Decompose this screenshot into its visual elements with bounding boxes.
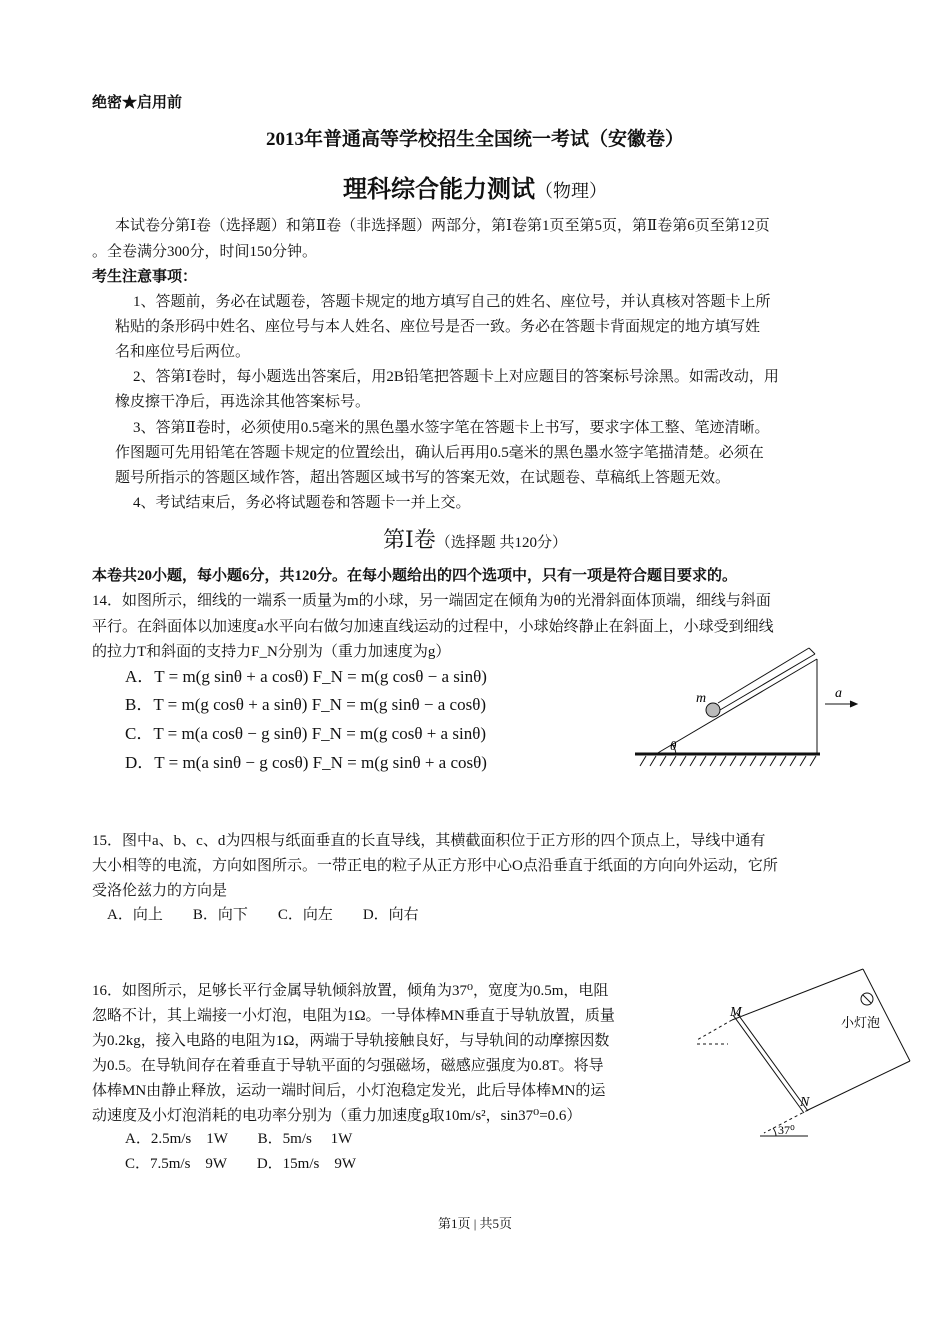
q15-line: 15．图中a、b、c、d为四根与纸面垂直的长直导线，其横截面积位于正方形的四个顶点上，导线中通有 <box>92 833 766 849</box>
section-instruction: 本卷共20小题，每小题6分，共120分。在每小题给出的四个选项中，只有一项是符合题目要求的。 <box>92 568 738 584</box>
bulb-label: 小灯泡 <box>841 1015 881 1030</box>
page-footer: 第1页 | 共5页 <box>437 1216 513 1231</box>
m-label: M <box>730 1005 742 1020</box>
notice-line: 4、考试结束后，务必将试题卷和答题卡一并上交。 <box>133 495 471 511</box>
q14-line: 的拉力T和斜面的支持力F_N分别为（重力加速度为g） <box>92 644 451 660</box>
section-title-sub: （选择题 共120分） <box>435 535 567 551</box>
notice-heading: 考生注意事项： <box>92 269 198 285</box>
q16-line: 16．如图所示，足够长平行金属导轨倾斜放置，倾角为37⁰，宽度为0.5m，电阻 <box>92 983 609 999</box>
exam-title: 2013年普通高等学校招生全国统一考试（安徽卷） <box>265 129 684 150</box>
q14-option-b: B．T = m(g cosθ + a sinθ) F_N = m(g sinθ − a cosθ) <box>125 695 487 714</box>
q14-option-c: C．T = m(a cosθ − g sinθ) F_N = m(g cosθ + a sinθ) <box>125 724 487 743</box>
subtitle-sub: （物理） <box>535 181 607 201</box>
rail-figure <box>697 969 910 1136</box>
notice-line: 粘贴的条形码中姓名、座位号与本人姓名、座位号是否一致。务必在答题卡背面规定的地方填写姓 <box>115 319 761 335</box>
q16-line: 动速度及小灯泡消耗的电功率分别为（重力加速度g取10m/s²，sin37⁰=0.6） <box>92 1108 582 1124</box>
q14-line: 14．如图所示，细线的一端系一质量为m的小球，另一端固定在倾角为θ的光滑斜面体顶端，细线与斜面 <box>92 593 771 609</box>
intro-line: 本试卷分第Ⅰ卷（选择题）和第Ⅱ卷（非选择题）两部分，第Ⅰ卷第1页至第5页，第Ⅱ卷第6页至第12页 <box>115 218 770 234</box>
q14-option-d: D．T = m(a sinθ − g cosθ) F_N = m(g sinθ + a cosθ) <box>125 753 487 772</box>
intro-line: 。全卷满分300分，时间150分钟。 <box>92 244 318 260</box>
q16-line: 忽略不计，其上端接一小灯泡，电阻为1Ω。一导体棒MN垂直于导轨放置，质量 <box>92 1008 615 1024</box>
notice-line: 题号所指示的答题区域作答，超出答题区域书写的答案无效，在试题卷、草稿纸上答题无效。 <box>115 470 731 486</box>
q16-options-cd: C．7.5m/s 9W D．15m/s 9W <box>125 1156 356 1172</box>
q14-option-a: A．T = m(g sinθ + a cosθ) F_N = m(g cosθ − a sinθ) <box>125 667 487 686</box>
q16-line: 为0.5。在导轨间存在着垂直于导轨平面的匀强磁场，磁感应强度为0.8T。将导 <box>92 1058 604 1074</box>
notice-line: 名和座位号后两位。 <box>115 344 251 360</box>
secret-mark: 绝密★启用前 <box>92 95 183 111</box>
q16-line: 体棒MN由静止释放，运动一端时间后，小灯泡稳定发光，此后导体棒MN的运 <box>92 1083 606 1099</box>
q16-line: 为0.2kg，接入电路的电阻为1Ω，两端于导轨接触良好，与导轨间的动摩擦因数 <box>92 1033 610 1049</box>
section-title-main: 第Ⅰ卷 <box>383 527 436 552</box>
q15-options: A．向上 B．向下 C．向左 D．向右 <box>107 907 419 923</box>
q15-line: 受洛伦兹力的方向是 <box>92 883 228 899</box>
notice-line: 2、答第Ⅰ卷时，每小题选出答案后，用2B铅笔把答题卡上对应题目的答案标号涂黑。如需改动，用 <box>133 369 779 385</box>
notice-line: 3、答第Ⅱ卷时，必须使用0.5毫米的黑色墨水签字笔在答题卡上书写，要求字体工整、笔迹清晰。 <box>133 420 770 436</box>
notice-line: 作图题可先用铅笔在答题卡规定的位置绘出，确认后再用0.5毫米的黑色墨水签字笔描清楚。必须在 <box>115 445 764 461</box>
incline-figure <box>635 648 857 766</box>
angle-label: θ <box>670 738 677 753</box>
q16-options-ab: A．2.5m/s 1W B．5m/s 1W <box>125 1131 353 1147</box>
subtitle-main: 理科综合能力测试 <box>343 177 535 203</box>
notice-line: 橡皮擦干净后，再选涂其他答案标号。 <box>115 394 371 410</box>
mass-label: m <box>696 691 707 706</box>
q14-line: 平行。在斜面体以加速度a水平向右做匀加速直线运动的过程中，小球始终静止在斜面上，小球受到细线 <box>92 619 774 635</box>
accel-label: a <box>835 686 842 701</box>
angle-37-label: 37⁰ <box>778 1123 795 1137</box>
notice-line: 1、答题前，务必在试题卷，答题卡规定的地方填写自己的姓名、座位号，并认真核对答题卡上所 <box>133 294 771 310</box>
q15-line: 大小相等的电流，方向如图所示。一带正电的粒子从正方形中心O点沿垂直于纸面的方向向外运动，它所 <box>92 858 778 874</box>
n-label: N <box>800 1095 810 1110</box>
